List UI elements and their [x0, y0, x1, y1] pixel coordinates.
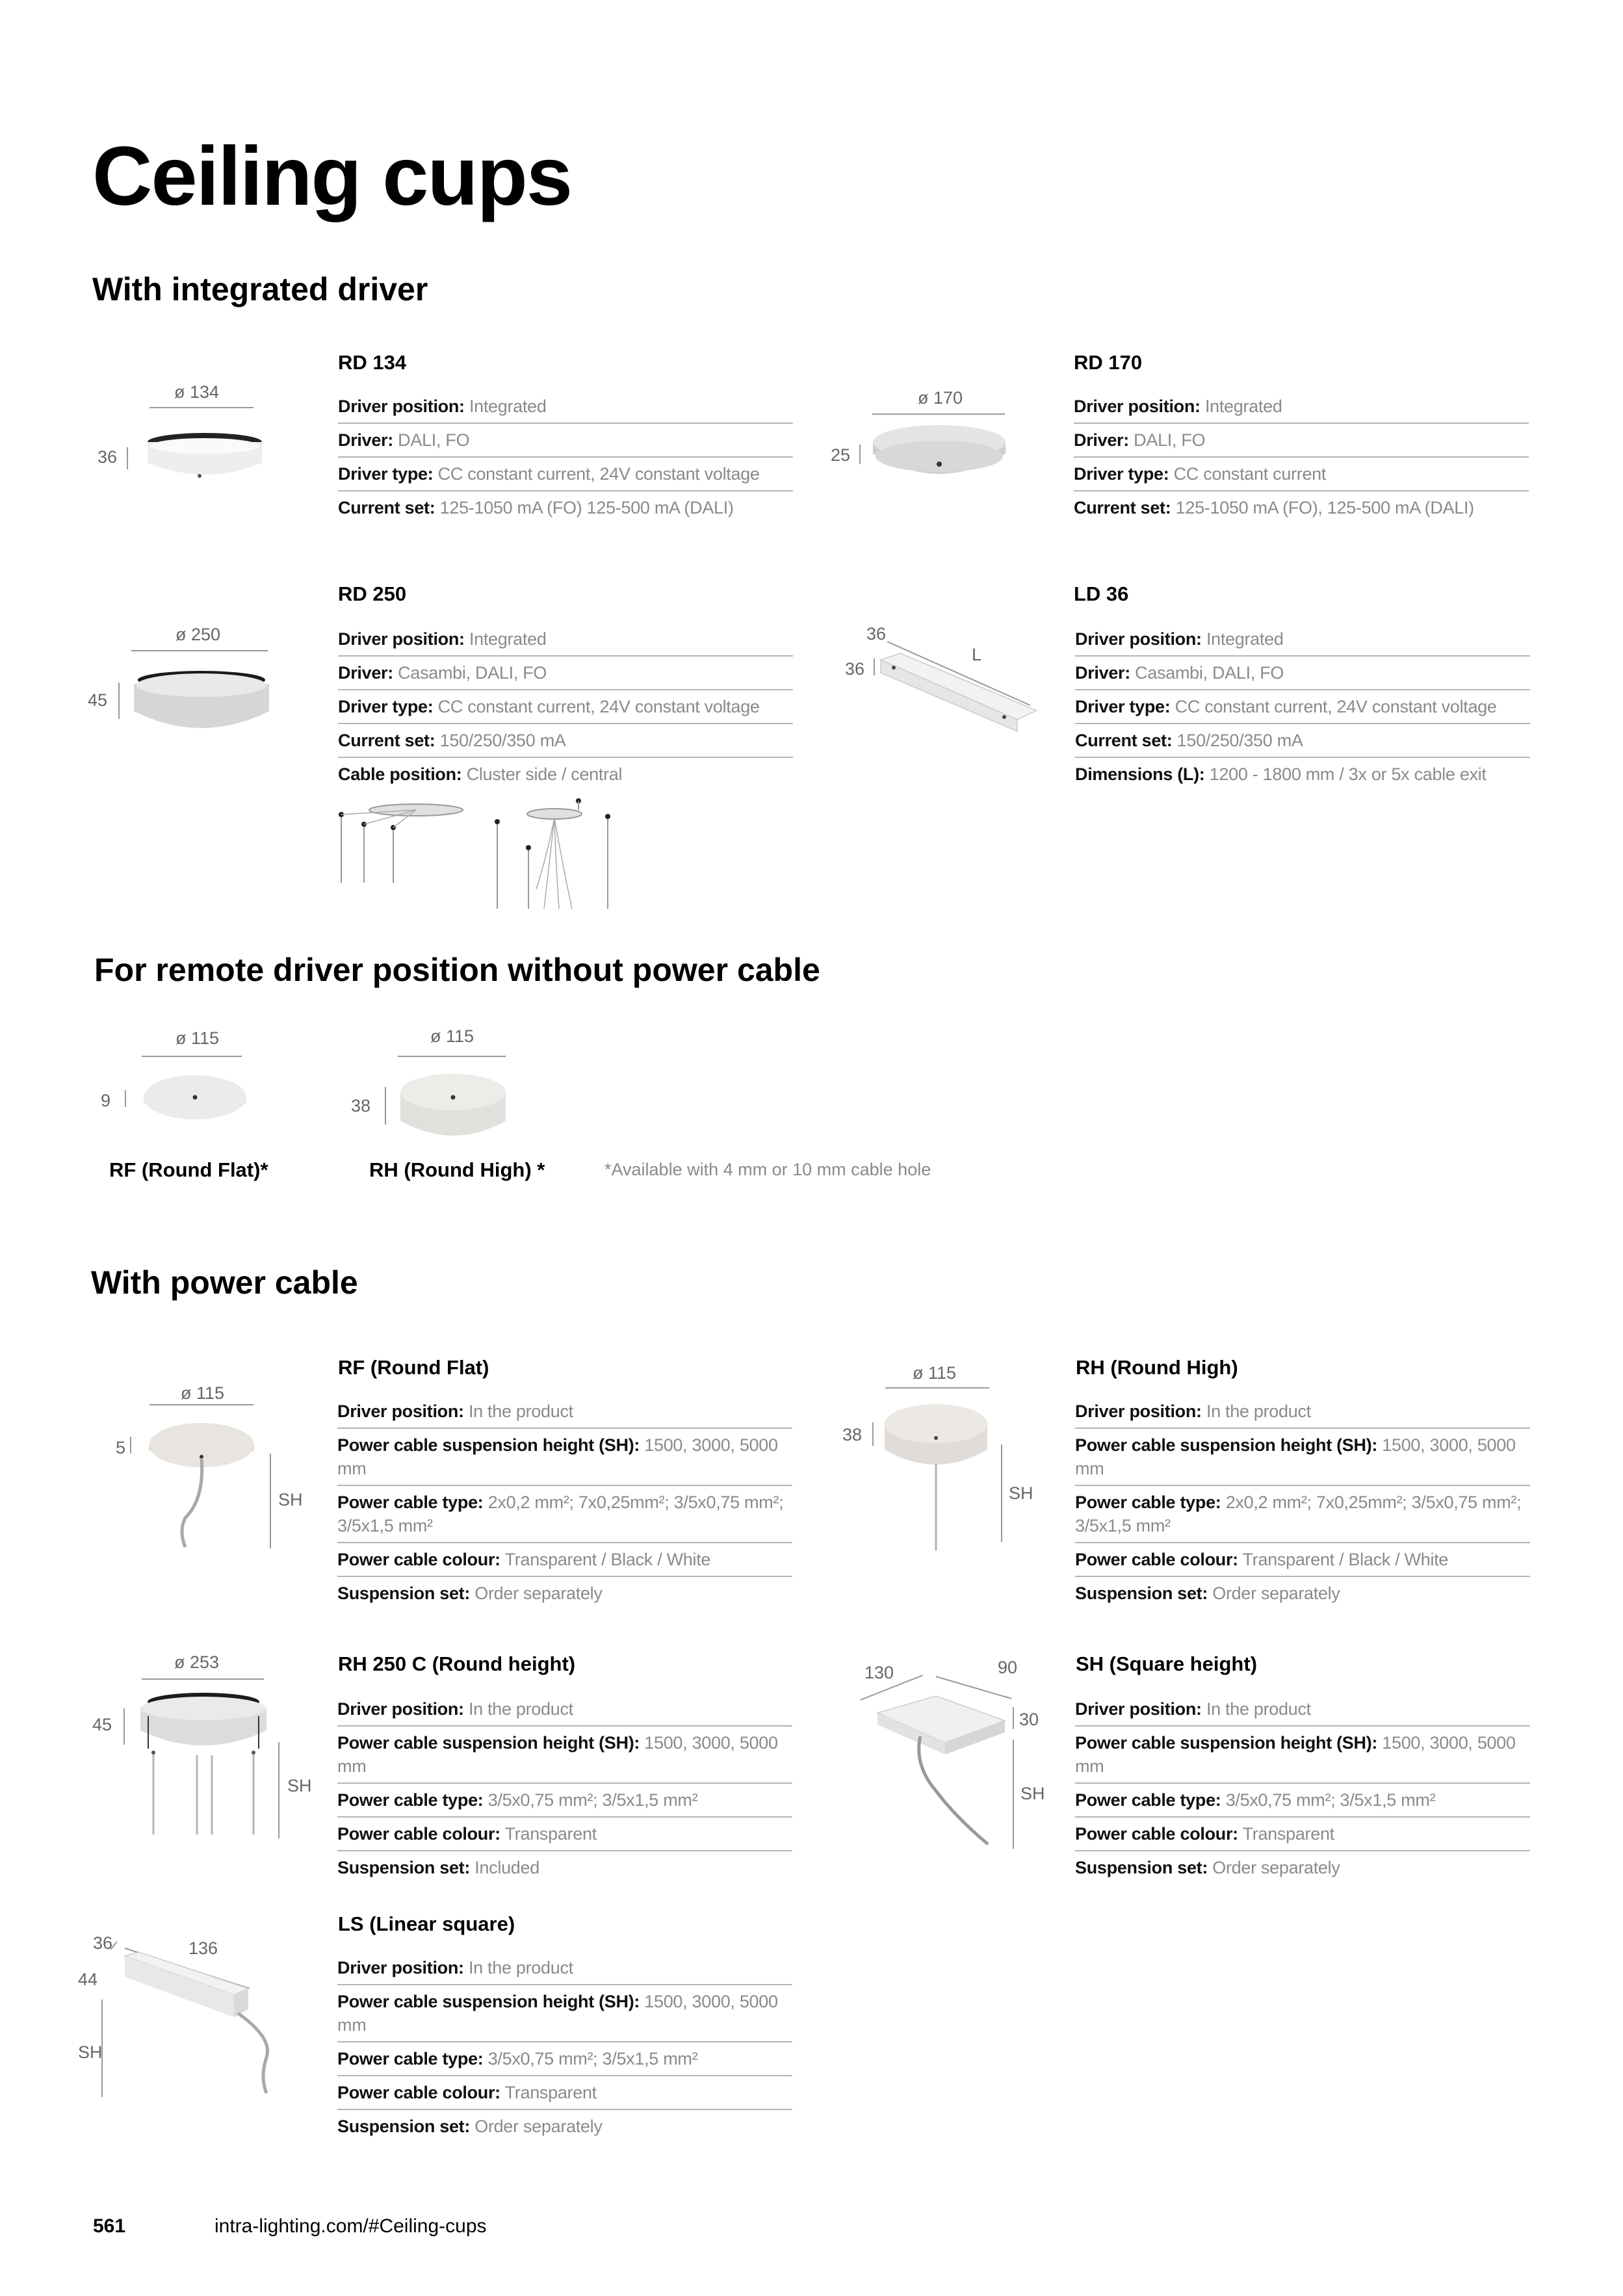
- spec-key: Power cable colour:: [337, 1550, 500, 1569]
- spec-row: [1074, 390, 1529, 424]
- spec-key: Current set:: [338, 498, 435, 517]
- spec-value: In the product: [468, 1402, 573, 1421]
- rh250c-title: RH 250 C (Round height): [338, 1652, 576, 1675]
- spec-value: 1500, 3000, 5000 mm: [337, 1733, 778, 1776]
- spec-key: Power cable suspension height (SH):: [1075, 1733, 1378, 1753]
- ls-title: LS (Linear square): [338, 1912, 515, 1935]
- section-integrated-heading: With integrated driver: [92, 271, 428, 307]
- spec-row: [338, 424, 793, 458]
- rh-cable-height-label: 38: [842, 1425, 863, 1444]
- spec-row: [337, 1851, 792, 1884]
- rh-remote-diameter-line: [398, 1056, 506, 1057]
- ls-specs: [337, 1951, 792, 2143]
- spec-key: Driver type:: [1074, 464, 1169, 484]
- rd134-height-line: [127, 447, 128, 469]
- spec-value: Integrated: [1204, 397, 1282, 416]
- spec-value: 3/5x0,75 mm²; 3/5x1,5 mm²: [1225, 1790, 1436, 1810]
- rd250-diameter-label: ø 250: [175, 625, 221, 644]
- rh250c-sh-label: SH: [287, 1776, 312, 1795]
- spec-row: [1075, 623, 1530, 657]
- spec-row: [338, 724, 793, 758]
- spec-key: Power cable colour:: [1075, 1550, 1238, 1569]
- rd250-product-image: [130, 663, 273, 748]
- spec-key: Power cable suspension height (SH):: [337, 1435, 640, 1455]
- ld36-specs: [1075, 623, 1530, 790]
- rd250-specs: [338, 623, 793, 790]
- spec-key: Suspension set:: [337, 1584, 471, 1603]
- spec-row: [338, 758, 793, 790]
- spec-row: [1075, 1543, 1530, 1577]
- spec-key: Driver position:: [337, 1699, 464, 1719]
- spec-key: Current set:: [338, 731, 435, 750]
- rh250c-height-line: [123, 1708, 125, 1745]
- spec-key: Dimensions (L):: [1075, 764, 1205, 784]
- spec-value: CC constant current, 24V constant voltage: [437, 697, 760, 716]
- spec-key: Driver:: [338, 430, 393, 450]
- spec-row: [337, 1951, 792, 1985]
- rd134-product-image: [140, 423, 270, 501]
- spec-row: [1075, 1395, 1530, 1429]
- rh250c-product-image: [135, 1690, 278, 1846]
- spec-row: [337, 1985, 792, 2042]
- spec-key: Driver:: [338, 663, 393, 683]
- ld36-length-label: L: [972, 645, 982, 664]
- spec-value: CC constant current: [1173, 464, 1327, 484]
- section-remote-heading: For remote driver position without power cable: [94, 952, 820, 988]
- spec-key: Driver position:: [338, 629, 465, 649]
- sh-height-label: 30: [1019, 1710, 1039, 1729]
- spec-value: 150/250/350 mA: [1176, 731, 1303, 750]
- spec-value: Order separately: [474, 2117, 603, 2136]
- spec-key: Power cable suspension height (SH):: [337, 1992, 640, 2011]
- rf-remote-diameter-line: [142, 1056, 242, 1057]
- spec-value: 125-1050 mA (FO) 125-500 mA (DALI): [439, 498, 734, 517]
- rh250c-specs: [337, 1693, 792, 1884]
- spec-value: 3/5x0,75 mm²; 3/5x1,5 mm²: [487, 1790, 698, 1810]
- spec-row: [337, 1577, 792, 1610]
- rh-cable-specs: [1075, 1395, 1530, 1610]
- rf-cable-diameter-label: ø 115: [181, 1383, 225, 1403]
- spec-value: 125-1050 mA (FO), 125-500 mA (DALI): [1175, 498, 1474, 517]
- rd134-diameter-line: [149, 407, 253, 408]
- rd170-diameter-line: [872, 413, 1005, 415]
- sh-title: SH (Square height): [1076, 1652, 1258, 1675]
- spec-value: 1500, 3000, 5000 mm: [337, 1435, 778, 1478]
- spec-value: Transparent: [504, 2083, 597, 2102]
- spec-key: Driver position:: [1075, 1402, 1202, 1421]
- sh-sh-label: SH: [1020, 1784, 1045, 1803]
- rh-remote-diameter-label: ø 115: [430, 1026, 474, 1046]
- spec-key: Suspension set:: [337, 2117, 471, 2136]
- spec-row: [1074, 424, 1529, 458]
- spec-value: CC constant current, 24V constant voltage: [437, 464, 760, 484]
- remote-availability-note: *Available with 4 mm or 10 mm cable hole: [604, 1160, 931, 1179]
- spec-key: Driver position:: [337, 1402, 464, 1421]
- rh-cable-sh-label: SH: [1009, 1483, 1033, 1503]
- rh-cable-diameter-line: [885, 1387, 989, 1389]
- rd134-specs: [338, 390, 793, 524]
- spec-value: 1200 - 1800 mm / 3x or 5x cable exit: [1209, 764, 1487, 784]
- rh-remote-product-image: [398, 1066, 508, 1144]
- spec-row: [337, 1486, 792, 1543]
- spec-key: Power cable colour:: [337, 1824, 500, 1844]
- spec-row: [1075, 1693, 1530, 1727]
- spec-value: 1500, 3000, 5000 mm: [1075, 1733, 1516, 1776]
- spec-value: In the product: [1206, 1699, 1311, 1719]
- spec-key: Cable position:: [338, 764, 462, 784]
- rf-cable-title: RF (Round Flat): [338, 1356, 489, 1379]
- spec-row: [337, 2042, 792, 2076]
- rh-cable-sh-line: [1001, 1444, 1002, 1542]
- spec-key: Driver type:: [338, 697, 434, 716]
- sh-product-image: [858, 1674, 1014, 1856]
- rh-cable-product-image: [881, 1398, 998, 1554]
- spec-value: 3/5x0,75 mm²; 3/5x1,5 mm²: [487, 2049, 698, 2068]
- rd250-height-line: [118, 683, 120, 719]
- rh-cable-diameter-label: ø 115: [913, 1363, 957, 1383]
- rd134-title: RD 134: [338, 351, 407, 374]
- rd170-specs: [1074, 390, 1529, 524]
- spec-value: DALI, FO: [398, 430, 470, 450]
- rh-remote-height-line: [385, 1087, 386, 1125]
- spec-row: [1075, 1486, 1530, 1543]
- ls-height-label: 44: [78, 1970, 98, 1989]
- rf-remote-product-image: [140, 1071, 250, 1130]
- spec-key: Driver position:: [1075, 1699, 1202, 1719]
- spec-value: In the product: [1206, 1402, 1311, 1421]
- spec-value: Integrated: [1206, 629, 1284, 649]
- rd170-product-image: [868, 423, 1011, 494]
- spec-value: 2x0,2 mm²; 7x0,25mm²; 3/5x0,75 mm²; 3/5x1,5 mm²: [1075, 1493, 1522, 1535]
- spec-value: 1500, 3000, 5000 mm: [1075, 1435, 1516, 1478]
- spec-key: Driver position:: [338, 397, 465, 416]
- spec-value: 2x0,2 mm²; 7x0,25mm²; 3/5x0,75 mm²; 3/5x1,5 mm²: [337, 1493, 784, 1535]
- spec-row: [1074, 458, 1529, 491]
- spec-row: [338, 390, 793, 424]
- spec-row: [1075, 1429, 1530, 1486]
- spec-row: [337, 1818, 792, 1851]
- rd134-diameter-label: ø 134: [174, 382, 220, 402]
- rd250-diameter-line: [131, 650, 268, 651]
- rf-remote-height-line: [125, 1090, 126, 1107]
- spec-row: [1075, 1851, 1530, 1884]
- spec-key: Power cable type:: [337, 1790, 484, 1810]
- page-number: 561: [93, 2215, 126, 2237]
- rh-remote-title: RH (Round High) *: [369, 1158, 545, 1181]
- spec-key: Power cable colour:: [337, 2083, 500, 2102]
- rf-remote-height-label: 9: [101, 1091, 111, 1110]
- footer-url[interactable]: intra-lighting.com/#Ceiling-cups: [214, 2215, 487, 2237]
- rf-cable-sh-label: SH: [278, 1490, 303, 1509]
- spec-row: [1075, 690, 1530, 724]
- sh-width-label: 90: [998, 1658, 1018, 1677]
- rf-remote-diameter-label: ø 115: [175, 1028, 220, 1048]
- spec-key: Power cable suspension height (SH):: [1075, 1435, 1378, 1455]
- spec-row: [1075, 1577, 1530, 1610]
- spec-value: Cluster side / central: [466, 764, 623, 784]
- spec-value: Order separately: [1212, 1858, 1340, 1877]
- spec-row: [1075, 1818, 1530, 1851]
- rd170-title: RD 170: [1074, 351, 1143, 374]
- spec-row: [337, 2110, 792, 2143]
- rh250c-sh-line: [278, 1742, 279, 1838]
- rf-cable-sh-line: [270, 1454, 271, 1548]
- spec-value: 1500, 3000, 5000 mm: [337, 1992, 778, 2035]
- spec-value: Integrated: [469, 629, 547, 649]
- rh250c-diameter-label: ø 253: [174, 1652, 220, 1672]
- spec-row: [338, 623, 793, 657]
- spec-row: [337, 1693, 792, 1727]
- spec-value: 150/250/350 mA: [439, 731, 566, 750]
- spec-key: Driver position:: [1074, 397, 1201, 416]
- spec-value: In the product: [468, 1958, 573, 1977]
- spec-value: DALI, FO: [1134, 430, 1206, 450]
- spec-value: Order separately: [474, 1584, 603, 1603]
- ls-length-label: 136: [188, 1938, 218, 1958]
- rd170-height-line: [859, 445, 861, 464]
- spec-value: Transparent: [504, 1824, 597, 1844]
- rf-cable-product-image: [146, 1420, 263, 1557]
- spec-row: [338, 458, 793, 491]
- rh-cable-height-line: [872, 1422, 874, 1446]
- spec-value: CC constant current, 24V constant voltage: [1175, 697, 1497, 716]
- spec-key: Suspension set:: [337, 1858, 471, 1877]
- rd134-height-label: 36: [97, 447, 118, 467]
- spec-key: Driver type:: [338, 464, 434, 484]
- ls-product-image: [110, 1940, 279, 2096]
- spec-key: Driver:: [1075, 663, 1130, 683]
- rf-remote-title: RF (Round Flat)*: [109, 1158, 268, 1181]
- spec-row: [1075, 724, 1530, 758]
- ls-width-label: 36: [93, 1933, 113, 1953]
- spec-row: [1074, 491, 1529, 524]
- spec-value: Transparent / Black / White: [504, 1550, 711, 1569]
- spec-key: Power cable type:: [1075, 1493, 1221, 1512]
- spec-row: [1075, 657, 1530, 690]
- sh-length-label: 130: [864, 1663, 894, 1682]
- spec-row: [337, 1429, 792, 1486]
- spec-row: [337, 1727, 792, 1784]
- spec-key: Power cable suspension height (SH):: [337, 1733, 640, 1753]
- rd250-cable-position-diagram: [335, 798, 621, 915]
- spec-row: [1075, 758, 1530, 790]
- spec-row: [337, 1784, 792, 1818]
- spec-value: Transparent / Black / White: [1242, 1550, 1449, 1569]
- spec-row: [337, 1543, 792, 1577]
- spec-key: Driver position:: [337, 1958, 464, 1977]
- rd170-diameter-label: ø 170: [918, 388, 963, 408]
- spec-row: [337, 1395, 792, 1429]
- section-cable-heading: With power cable: [91, 1264, 358, 1301]
- spec-value: Casambi, DALI, FO: [1135, 663, 1284, 683]
- spec-value: In the product: [468, 1699, 573, 1719]
- spec-key: Suspension set:: [1075, 1858, 1208, 1877]
- rf-cable-height-line: [130, 1437, 131, 1454]
- spec-row: [1075, 1784, 1530, 1818]
- spec-key: Driver position:: [1075, 629, 1202, 649]
- rf-cable-diameter-line: [149, 1404, 253, 1405]
- rf-cable-height-label: 5: [116, 1438, 126, 1457]
- rd250-title: RD 250: [338, 582, 407, 605]
- rh-cable-title: RH (Round High): [1076, 1356, 1238, 1379]
- rh250c-diameter-line: [142, 1678, 264, 1680]
- ld36-product-image: [874, 634, 1043, 738]
- spec-value: Transparent: [1242, 1824, 1334, 1844]
- rd170-height-label: 25: [831, 445, 851, 465]
- spec-key: Suspension set:: [1075, 1584, 1208, 1603]
- ls-sh-label: SH: [78, 2042, 103, 2062]
- ld36-height-label: 36: [845, 659, 865, 679]
- spec-row: [1075, 1727, 1530, 1784]
- spec-key: Driver type:: [1075, 697, 1171, 716]
- rf-cable-specs: [337, 1395, 792, 1610]
- spec-row: [338, 491, 793, 524]
- spec-value: Casambi, DALI, FO: [398, 663, 547, 683]
- sh-specs: [1075, 1693, 1530, 1884]
- spec-row: [338, 690, 793, 724]
- spec-key: Power cable colour:: [1075, 1824, 1238, 1844]
- rh250c-height-label: 45: [92, 1715, 112, 1734]
- rd250-height-label: 45: [88, 690, 108, 710]
- spec-value: Integrated: [469, 397, 547, 416]
- spec-value: Order separately: [1212, 1584, 1340, 1603]
- spec-row: [338, 657, 793, 690]
- ld36-width-label: 36: [866, 624, 887, 644]
- spec-key: Current set:: [1074, 498, 1171, 517]
- spec-value: Included: [474, 1858, 539, 1877]
- spec-key: Power cable type:: [1075, 1790, 1221, 1810]
- spec-key: Power cable type:: [337, 1493, 484, 1512]
- spec-key: Driver:: [1074, 430, 1129, 450]
- spec-row: [337, 2076, 792, 2110]
- ld36-title: LD 36: [1074, 582, 1129, 605]
- spec-key: Power cable type:: [337, 2049, 484, 2068]
- rh-remote-height-label: 38: [351, 1096, 371, 1115]
- page-title: Ceiling cups: [92, 130, 571, 223]
- spec-key: Current set:: [1075, 731, 1173, 750]
